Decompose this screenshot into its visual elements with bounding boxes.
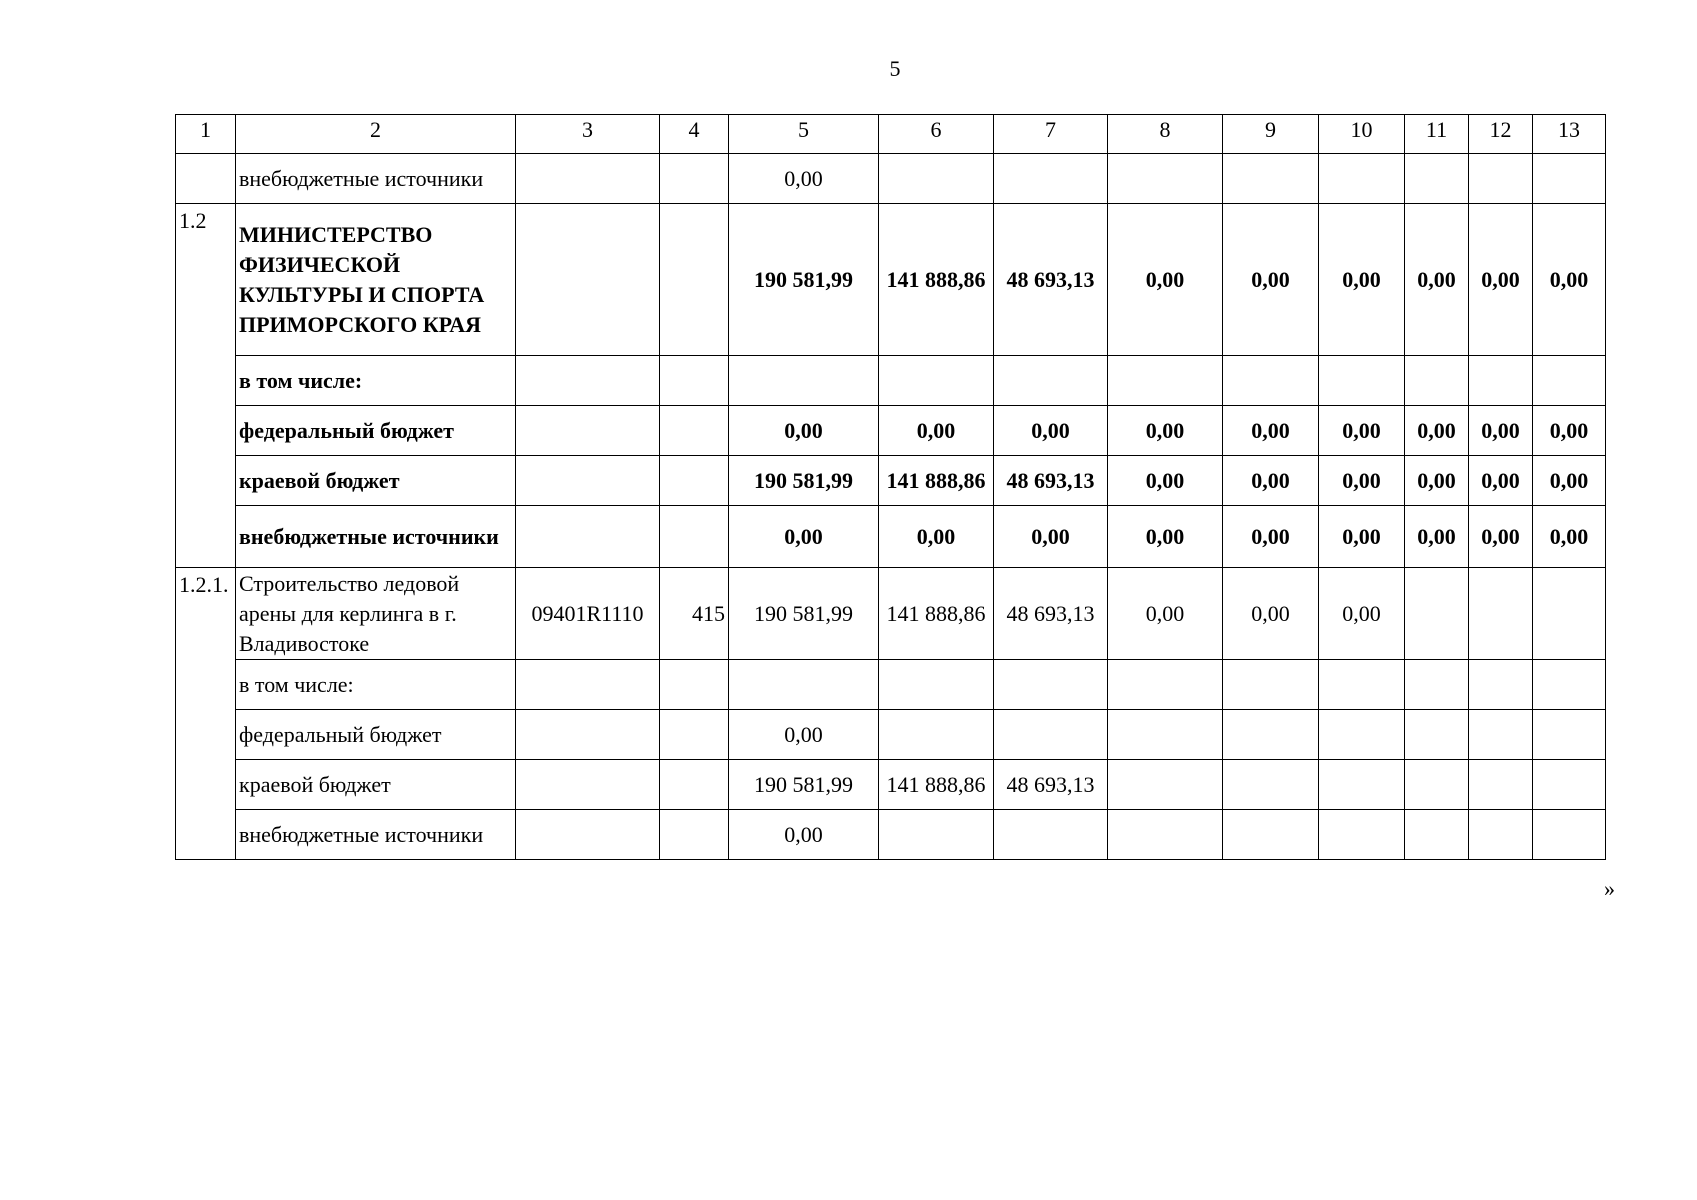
header-cell: 10 [1319,115,1405,154]
value-cell: 141 888,86 [879,456,994,506]
header-cell: 1 [176,115,236,154]
value-cell [1469,810,1533,860]
value-cell [1108,356,1223,406]
row-code [516,154,660,204]
row-code [516,660,660,710]
value-cell: 0,00 [1319,456,1405,506]
row-type [660,456,729,506]
row-name: Строительство ледовой арены для керлинга в г. Владивостоке [236,568,516,660]
value-cell [1319,154,1405,204]
value-cell [1533,356,1606,406]
row-code [516,506,660,568]
row-number [176,456,236,506]
value-cell: 0,00 [1319,406,1405,456]
value-cell: 0,00 [1469,506,1533,568]
value-cell [1533,154,1606,204]
row-name: внебюджетные источники [236,810,516,860]
value-cell: 0,00 [1405,204,1469,356]
row-type [660,506,729,568]
value-cell: 141 888,86 [879,204,994,356]
value-cell: 0,00 [994,506,1108,568]
value-cell [1223,660,1319,710]
value-cell [994,356,1108,406]
row-name: в том числе: [236,356,516,406]
value-cell [1469,710,1533,760]
value-cell [1223,356,1319,406]
table-row [176,356,1606,406]
value-cell: 0,00 [1223,456,1319,506]
value-cell: 0,00 [1108,568,1223,660]
row-type [660,660,729,710]
header-cell: 12 [1469,115,1533,154]
table-row [176,204,1606,356]
value-cell: 0,00 [1223,506,1319,568]
header-cell: 7 [994,115,1108,154]
header-cell: 9 [1223,115,1319,154]
row-type [660,154,729,204]
value-cell: 190 581,99 [729,760,879,810]
value-cell: 0,00 [729,506,879,568]
row-code [516,356,660,406]
value-cell: 141 888,86 [879,760,994,810]
value-cell: 190 581,99 [729,456,879,506]
value-cell: 0,00 [1533,506,1606,568]
value-cell: 0,00 [1223,568,1319,660]
row-number [176,406,236,456]
value-cell [1533,810,1606,860]
value-cell [1533,710,1606,760]
value-cell [1223,710,1319,760]
value-cell [1108,660,1223,710]
value-cell: 190 581,99 [729,204,879,356]
row-code [516,406,660,456]
value-cell [1469,154,1533,204]
value-cell [879,154,994,204]
row-type [660,810,729,860]
row-code: 09401R1110 [516,568,660,660]
row-number [176,760,236,810]
value-cell: 0,00 [1223,204,1319,356]
value-cell: 48 693,13 [994,568,1108,660]
value-cell: 0,00 [1405,456,1469,506]
value-cell [1405,760,1469,810]
value-cell [1223,154,1319,204]
value-cell: 0,00 [879,406,994,456]
table-row [176,154,1606,204]
row-code [516,710,660,760]
header-cell: 13 [1533,115,1606,154]
row-name: краевой бюджет [236,760,516,810]
value-cell [994,154,1108,204]
value-cell: 0,00 [729,810,879,860]
header-cell: 8 [1108,115,1223,154]
row-number [176,810,236,860]
value-cell [1223,810,1319,860]
value-cell [1108,154,1223,204]
row-name: внебюджетные источники [236,506,516,568]
value-cell: 0,00 [1533,456,1606,506]
value-cell [879,660,994,710]
value-cell [1405,154,1469,204]
row-number: 1.2 [176,204,236,356]
value-cell [1223,760,1319,810]
value-cell: 0,00 [1405,506,1469,568]
value-cell [1405,810,1469,860]
header-cell: 4 [660,115,729,154]
row-number [176,660,236,710]
value-cell: 0,00 [1469,406,1533,456]
row-name: федеральный бюджет [236,710,516,760]
header-row [176,115,1606,154]
row-number [176,154,236,204]
value-cell [879,356,994,406]
value-cell [1405,356,1469,406]
value-cell: 0,00 [1469,204,1533,356]
value-cell: 141 888,86 [879,568,994,660]
row-type [660,204,729,356]
table-row [176,660,1606,710]
header-cell: 11 [1405,115,1469,154]
header-cell: 2 [236,115,516,154]
header-cell: 3 [516,115,660,154]
table-row [176,760,1606,810]
value-cell: 0,00 [1108,506,1223,568]
value-cell: 0,00 [729,406,879,456]
value-cell [1108,810,1223,860]
value-cell: 0,00 [1108,204,1223,356]
row-type [660,406,729,456]
table-row [176,568,1606,660]
value-cell [1108,710,1223,760]
table-row [176,810,1606,860]
value-cell: 0,00 [1469,456,1533,506]
table-row [176,710,1606,760]
closing-quote-mark: » [1604,876,1615,901]
value-cell [994,660,1108,710]
value-cell: 0,00 [1223,406,1319,456]
value-cell: 0,00 [1319,568,1405,660]
header-cell: 6 [879,115,994,154]
row-name: федеральный бюджет [236,406,516,456]
value-cell [1405,568,1469,660]
row-code [516,456,660,506]
header-cell: 5 [729,115,879,154]
value-cell [879,710,994,760]
value-cell [1533,568,1606,660]
row-number [176,710,236,760]
budget-table [175,114,1606,860]
value-cell [1469,760,1533,810]
value-cell: 48 693,13 [994,204,1108,356]
row-code [516,810,660,860]
value-cell: 0,00 [1319,506,1405,568]
row-name: внебюджетные источники [236,154,516,204]
value-cell [1533,760,1606,810]
value-cell [1319,710,1405,760]
table-row [176,506,1606,568]
value-cell: 0,00 [729,154,879,204]
row-number [176,506,236,568]
value-cell: 0,00 [879,506,994,568]
row-name: краевой бюджет [236,456,516,506]
value-cell [1319,760,1405,810]
value-cell [729,660,879,710]
row-type [660,356,729,406]
value-cell [1108,760,1223,810]
table-row [176,406,1606,456]
row-type [660,760,729,810]
value-cell: 0,00 [1533,406,1606,456]
row-code [516,760,660,810]
value-cell [994,710,1108,760]
value-cell: 0,00 [1533,204,1606,356]
row-number: 1.2.1. [176,568,236,660]
value-cell [1469,356,1533,406]
value-cell: 0,00 [1108,456,1223,506]
value-cell [879,810,994,860]
value-cell: 0,00 [1405,406,1469,456]
value-cell: 48 693,13 [994,456,1108,506]
value-cell [1319,810,1405,860]
row-type [660,710,729,760]
value-cell [994,810,1108,860]
row-name: в том числе: [236,660,516,710]
value-cell [1469,660,1533,710]
row-code [516,204,660,356]
table-row [176,456,1606,506]
value-cell [1319,660,1405,710]
row-type: 415 [660,568,729,660]
value-cell [1469,568,1533,660]
value-cell: 0,00 [729,710,879,760]
value-cell [729,356,879,406]
value-cell [1319,356,1405,406]
value-cell: 48 693,13 [994,760,1108,810]
value-cell [1533,660,1606,710]
value-cell [1405,710,1469,760]
page-number: 5 [889,56,901,81]
value-cell: 0,00 [1108,406,1223,456]
row-name: МИНИСТЕРСТВО ФИЗИЧЕСКОЙ КУЛЬТУРЫ И СПОРТА ПРИМОРСКОГО КРАЯ [236,204,516,356]
value-cell: 0,00 [1319,204,1405,356]
row-number [176,356,236,406]
value-cell [1405,660,1469,710]
value-cell: 190 581,99 [729,568,879,660]
value-cell: 0,00 [994,406,1108,456]
